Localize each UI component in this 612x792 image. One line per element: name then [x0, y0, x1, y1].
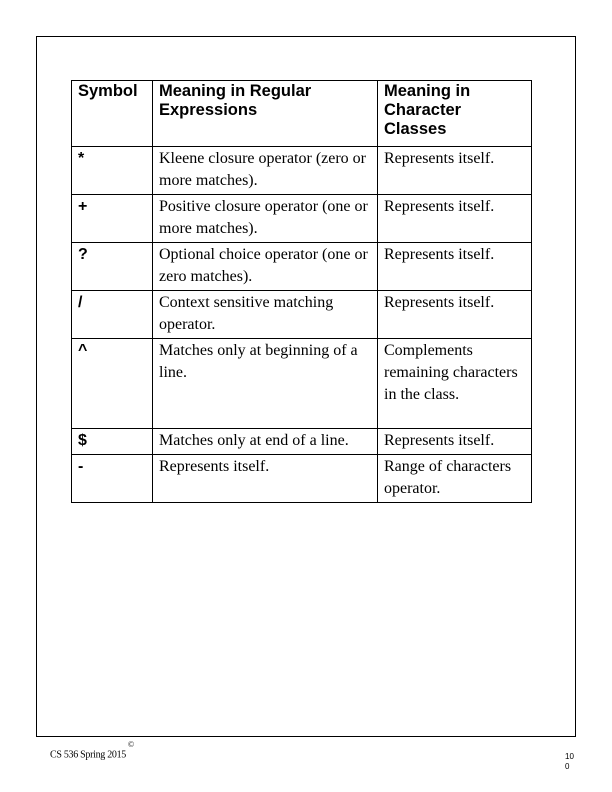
table-row: [72, 291, 532, 339]
charclass-meaning-cell: Represents itself.: [378, 147, 532, 195]
symbol-cell: ?: [72, 243, 153, 291]
page-number: 100: [565, 752, 574, 771]
table-row: [72, 455, 532, 503]
charclass-meaning-cell: Range of characters operator.: [378, 455, 532, 503]
regex-meaning-cell: Matches only at beginning of a line.: [153, 339, 378, 429]
copyright-mark: ©: [128, 740, 134, 749]
charclass-meaning-cell: Represents itself.: [378, 195, 532, 243]
regex-meaning-cell: Positive closure operator (one or more matches).: [153, 195, 378, 243]
symbol-cell: ^: [72, 339, 153, 429]
regex-meaning-cell: Optional choice operator (one or zero matches).: [153, 243, 378, 291]
table-row: [72, 429, 532, 455]
regex-meaning-cell: Matches only at end of a line.: [153, 429, 378, 455]
footer-course: [50, 740, 134, 761]
header-charclass-meaning: Meaning in Character Classes: [378, 81, 532, 147]
charclass-meaning-cell: Represents itself.: [378, 291, 532, 339]
symbol-meaning-table: [71, 80, 532, 503]
table-row: [72, 195, 532, 243]
regex-meaning-cell: Represents itself.: [153, 455, 378, 503]
charclass-meaning-cell: Complements remaining characters in the class.: [378, 339, 532, 429]
regex-meaning-cell: Kleene closure operator (zero or more matches).: [153, 147, 378, 195]
table-row: [72, 147, 532, 195]
symbol-cell: -: [72, 455, 153, 503]
header-regex-meaning: Meaning in Regular Expressions: [153, 81, 378, 147]
table-header-row: [72, 81, 532, 147]
table-row: [72, 243, 532, 291]
symbol-cell: $: [72, 429, 153, 455]
symbol-cell: +: [72, 195, 153, 243]
table-row: [72, 339, 532, 429]
regex-meaning-cell: Context sensitive matching operator.: [153, 291, 378, 339]
header-symbol: Symbol: [72, 81, 153, 147]
course-label: CS 536 Spring 2015: [50, 749, 127, 761]
symbol-cell: /: [72, 291, 153, 339]
charclass-meaning-cell: Represents itself.: [378, 429, 532, 455]
charclass-meaning-cell: Represents itself.: [378, 243, 532, 291]
symbol-cell: *: [72, 147, 153, 195]
